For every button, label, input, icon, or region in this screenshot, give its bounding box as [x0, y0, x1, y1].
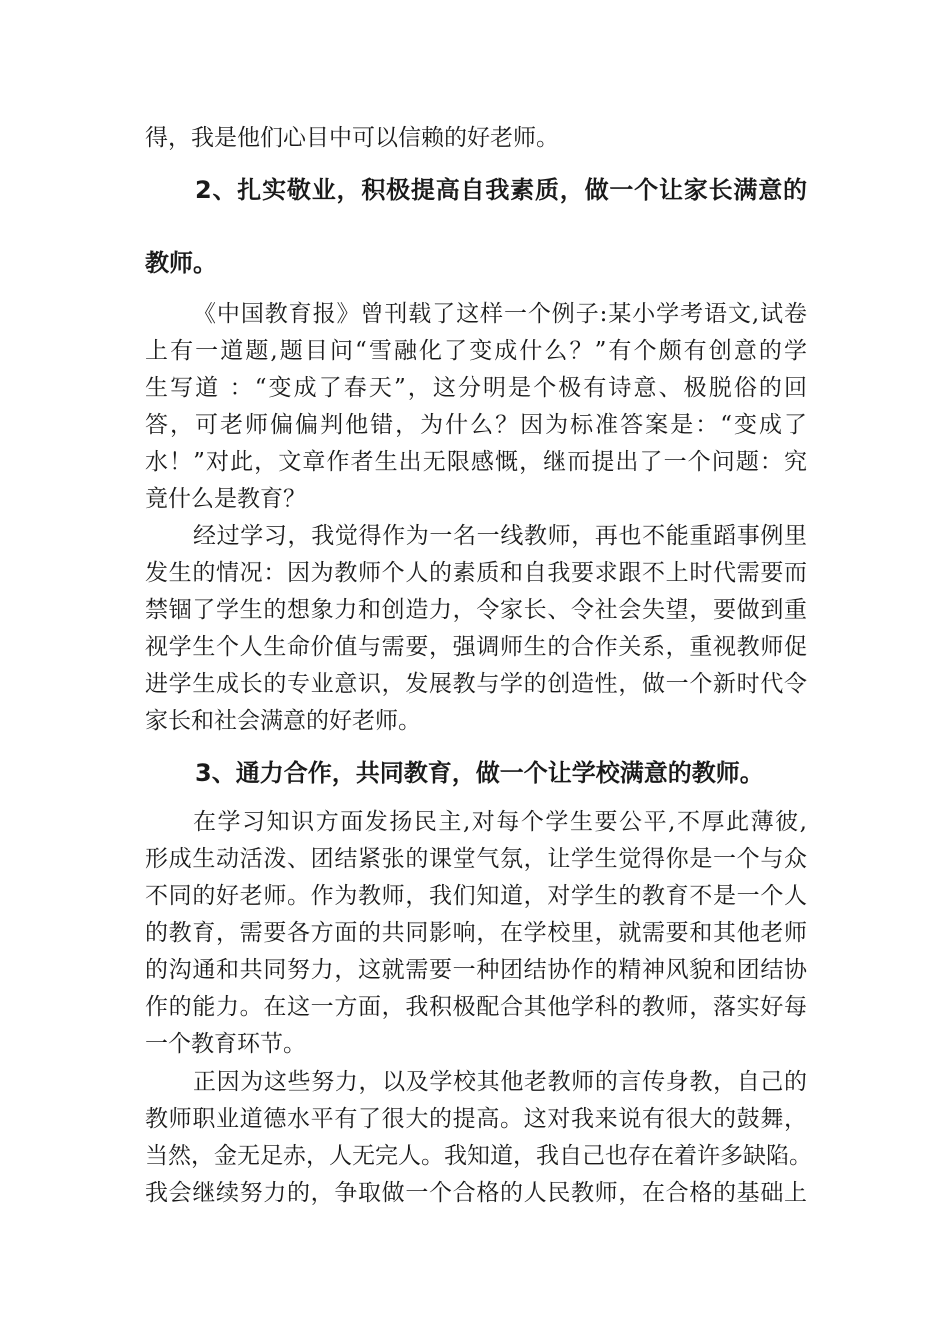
paragraph-1-line: 生写道 ：“变成了春天”，这分明是个极有诗意、极脱俗的回	[145, 375, 807, 401]
paragraph-4-line: 当然，金无足赤，人无完人。我知道，我自己也存在着许多缺陷。	[145, 1143, 812, 1169]
paragraph-3-line: 的沟通和共同努力，这就需要一种团结协作的精神风貌和团结协	[145, 957, 807, 983]
paragraph-2-line: 家长和社会满意的好老师。	[145, 708, 421, 734]
paragraph-3-line: 在学习知识方面发扬民主,对每个学生要公平,不厚此薄彼,	[193, 809, 807, 835]
paragraph-1-line: 答，可老师偏偏判他错，为什么？因为标准答案是：“变成了	[145, 412, 807, 438]
paragraph-2-line: 发生的情况：因为教师个人的素质和自我要求跟不上时代需要而	[145, 560, 807, 586]
paragraph-2-line: 经过学习，我觉得作为一名一线教师，再也不能重蹈事例里	[193, 523, 807, 549]
paragraph-3-line: 一个教育环节。	[145, 1031, 306, 1057]
paragraph-3-line: 不同的好老师。作为教师，我们知道，对学生的教育不是一个人	[145, 883, 807, 909]
paragraph-3-line: 的教育，需要各方面的共同影响，在学校里，就需要和其他老师	[145, 920, 807, 946]
paragraph-4-line: 教师职业道德水平有了很大的提高。这对我来说有很大的鼓舞，	[145, 1106, 807, 1132]
paragraph-4-line: 正因为这些努力，以及学校其他老教师的言传身教，自己的	[193, 1069, 807, 1095]
paragraph-2-line: 进学生成长的专业意识，发展教与学的创造性，做一个新时代令	[145, 671, 807, 697]
heading-3: 3、通力合作，共同教育，做一个让学校满意的教师。	[195, 759, 764, 787]
paragraph-2-line: 禁锢了学生的想象力和创造力，令家长、令社会失望，要做到重	[145, 597, 807, 623]
paragraph-1-line: 水！”对此，文章作者生出无限感慨，继而提出了一个问题：究	[145, 449, 807, 475]
paragraph-2-line: 视学生个人生命价值与需要，强调师生的合作关系，重视教师促	[145, 634, 807, 660]
paragraph-1-line: 竟什么是教育？	[145, 486, 306, 512]
paragraph-1-line: 《中国教育报》曾刊载了这样一个例子:某小学考语文,试卷	[193, 301, 807, 327]
heading-2-line-2: 教师。	[145, 249, 217, 277]
paragraph-1-line: 上有一道题,题目问“雪融化了变成什么？”有个颇有创意的学	[145, 338, 807, 364]
paragraph-3-line: 形成生动活泼、团结紧张的课堂气氛，让学生觉得你是一个与众	[145, 846, 807, 872]
continued-text-line: 得，我是他们心目中可以信赖的好老师。	[145, 125, 559, 151]
heading-2-line-1: 2、扎实敬业，积极提高自我素质，做一个让家长满意的	[195, 176, 807, 204]
paragraph-4-line: 我会继续努力的，争取做一个合格的人民教师，在合格的基础上	[145, 1180, 807, 1206]
paragraph-3-line: 作的能力。在这一方面，我积极配合其他学科的教师，落实好每	[145, 994, 807, 1020]
